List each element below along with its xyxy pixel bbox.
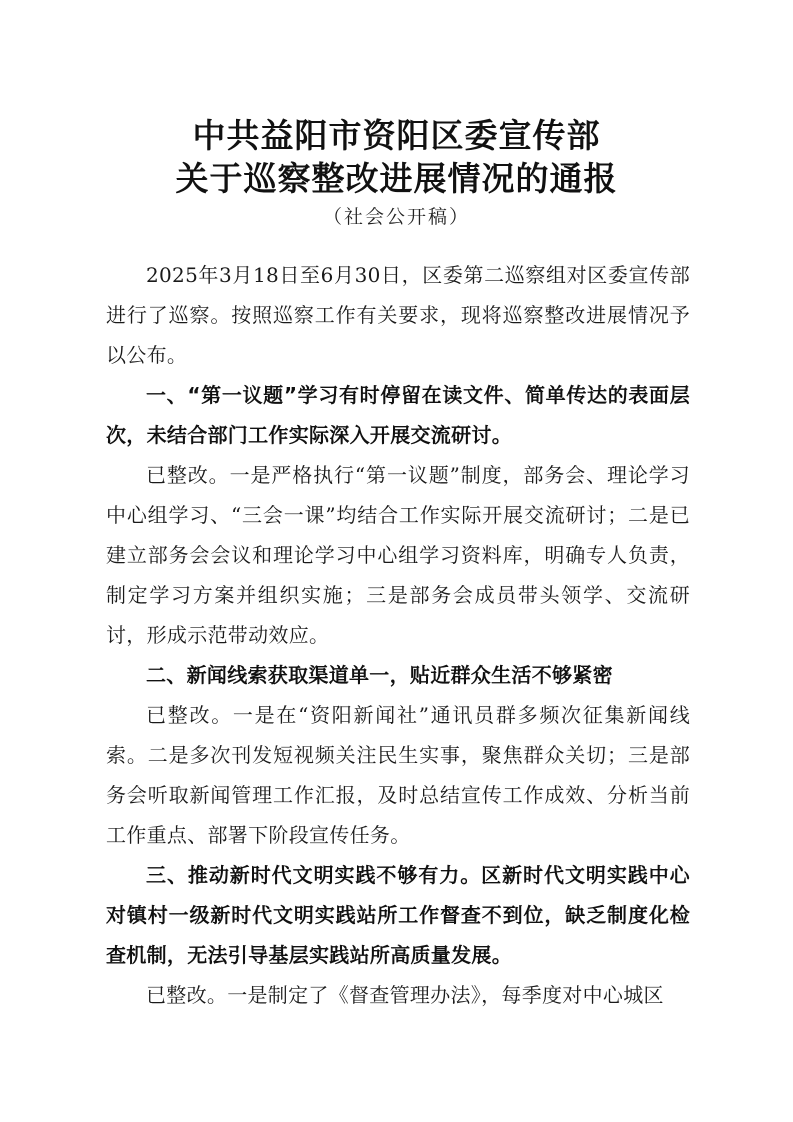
document-title-line-2: 关于巡察整改进展情况的通报 (175, 159, 618, 198)
document-body (106, 255, 690, 1015)
document-title-line-1: 中共益阳市资阳区委宣传部 (192, 116, 601, 155)
intro-paragraph: 2025年3月18日至6月30日，区委第二巡察组对区委宣传部进行了巡察。按照巡察工作有关要求，现将巡察整改进展情况予以公布。 (106, 263, 690, 367)
document-subtitle: （社会公开稿） (322, 206, 470, 228)
issue-1-rectification: 已整改。一是严格执行“第一议题”制度，部务会、理论学习中心组学习、“三会一课”均结合工作实际开展交流研讨；二是已建立部务会会议和理论学习中心组学习资料库，明确专人负责，制定学习方案并组织实施；三是部务会成员带头领学、交流研讨，形成示范带动效应。 (106, 463, 690, 647)
issue-1-heading: 一、“第一议题”学习有时停留在读文件、简单传达的表面层次，未结合部门工作实际深入开展交流研讨。 (106, 383, 690, 447)
issue-3-heading: 三、推动新时代文明实践不够有力。区新时代文明实践中心对镇村一级新时代文明实践站所工作督查不到位，缺乏制度化检查机制，无法引导基层实践站所高质量发展。 (106, 863, 690, 967)
issue-2-rectification: 已整改。一是在“资阳新闻社”通讯员群多频次征集新闻线索。二是多次刊发短视频关注民生实事，聚焦群众关切；三是部务会听取新闻管理工作汇报，及时总结宣传工作成效、分析当前工作重点、部署下阶段宣传任务。 (106, 703, 690, 847)
issue-3-rectification: 已整改。一是制定了《督查管理办法》，每季度对中心城区 (146, 983, 664, 1007)
issue-2-heading: 二、新闻线索获取渠道单一，贴近群众生活不够紧密 (146, 663, 613, 687)
